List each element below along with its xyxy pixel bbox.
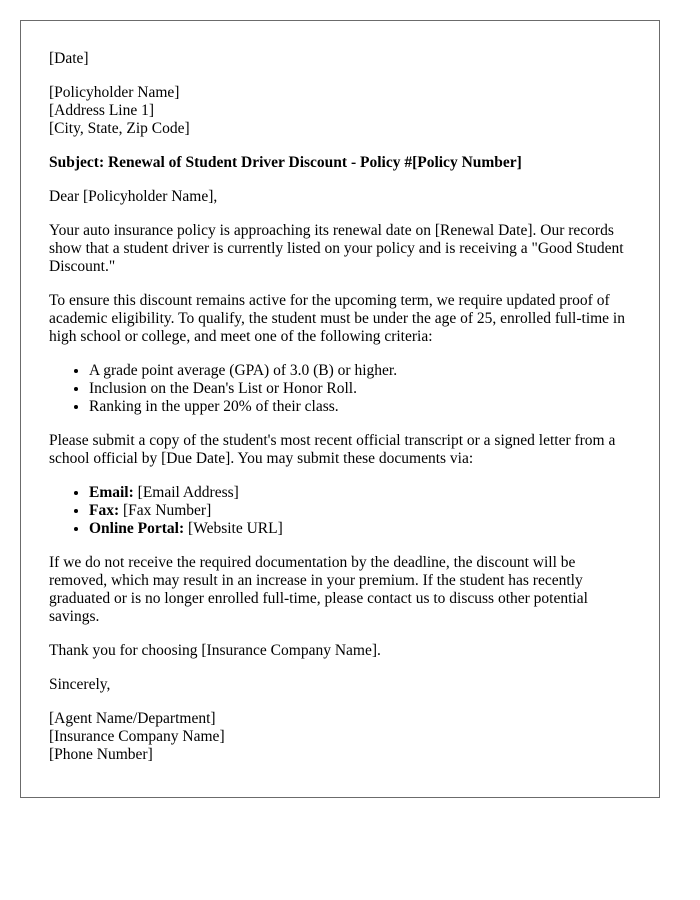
recipient-city-state-zip: [City, State, Zip Code] xyxy=(49,120,190,137)
criteria-item: • A grade point average (GPA) of 3.0 (B) or higher. xyxy=(89,362,631,380)
signature-phone: [Phone Number] xyxy=(49,746,153,763)
closing: Sincerely, xyxy=(49,676,111,693)
submission-method-value: [Website URL] xyxy=(184,520,283,537)
criteria-item: • Ranking in the upper 20% of their class. xyxy=(89,398,631,416)
thanks-paragraph: Thank you for choosing [Insurance Company Name]. xyxy=(49,642,381,659)
deadline-paragraph: If we do not receive the required documentation by the deadline, the discount will be removed, which may result in an increase in your premium. If the student has recently graduated or is no longer enrolled full-time, please contact us to discuss other potential savings. xyxy=(49,554,588,625)
submit-paragraph: Please submit a copy of the student's most recent official transcript or a signed letter from a school official by [Due Date]. You may submit these documents via: xyxy=(49,432,616,467)
letter-page xyxy=(20,20,660,798)
criteria-list xyxy=(49,362,631,416)
submission-methods-list xyxy=(49,484,631,538)
salutation: Dear [Policyholder Name], xyxy=(49,188,218,205)
submission-method-value: [Email Address] xyxy=(133,484,239,501)
submission-method-value: [Fax Number] xyxy=(119,502,212,519)
requirements-paragraph: To ensure this discount remains active for the upcoming term, we require updated proof of academic eligibility. To qualify, the student must be under the age of 25, enrolled full-time in high school or college, and meet one of the following criteria: xyxy=(49,292,625,345)
submission-method-fax xyxy=(89,502,631,520)
submission-method-label: Email: xyxy=(89,484,134,501)
recipient-address-block xyxy=(49,84,631,138)
recipient-address-line-1: [Address Line 1] xyxy=(49,102,155,119)
submission-method-label: Fax: xyxy=(89,502,120,519)
signature-agent: [Agent Name/Department] xyxy=(49,710,216,727)
signature-block xyxy=(49,710,631,764)
recipient-name: [Policyholder Name] xyxy=(49,84,180,101)
criteria-item: • Inclusion on the Dean's List or Honor Roll. xyxy=(89,380,631,398)
submission-method-email xyxy=(89,484,631,502)
letter-date: [Date] xyxy=(49,50,89,67)
submission-method-label: Online Portal: xyxy=(89,520,185,537)
intro-paragraph: Your auto insurance policy is approaching its renewal date on [Renewal Date]. Our records show that a student driver is currently listed on your policy and is receiving a "Good Student Discount." xyxy=(49,222,624,275)
submission-method-portal xyxy=(89,520,631,538)
date-block xyxy=(49,50,631,68)
signature-company: [Insurance Company Name] xyxy=(49,728,225,745)
subject-line: Subject: Renewal of Student Driver Discount - Policy #[Policy Number] xyxy=(49,154,522,171)
